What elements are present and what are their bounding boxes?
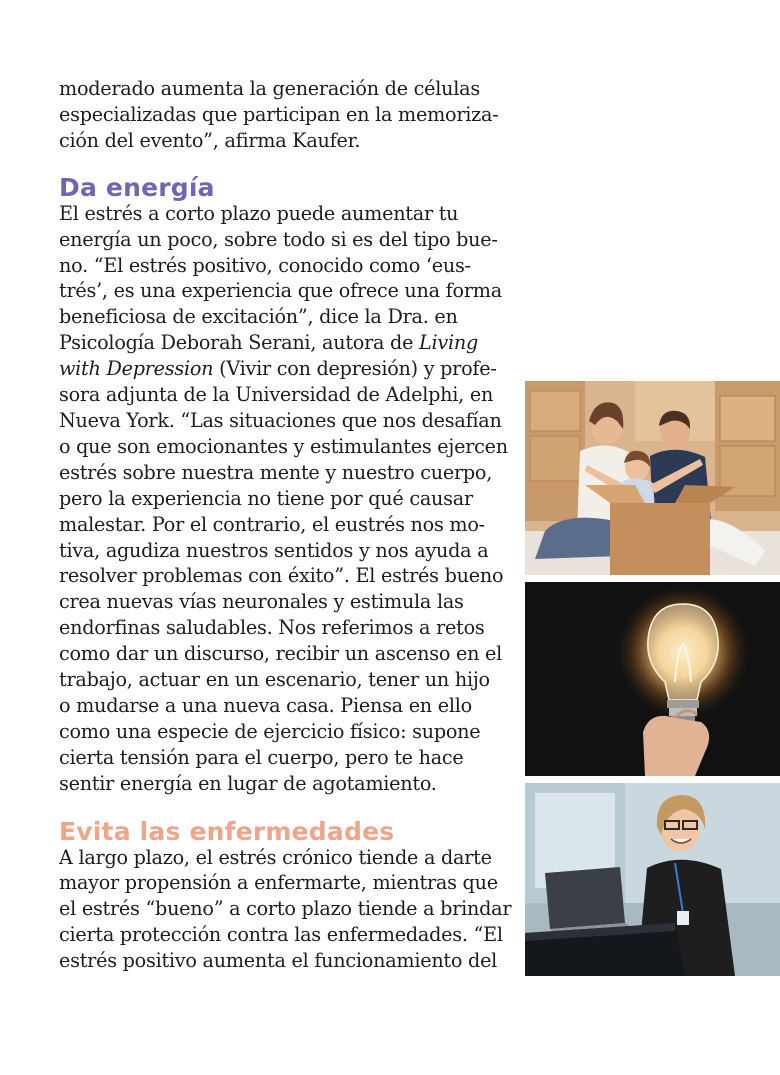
text-line: mayor propensión a enfermarte, mientras que [59, 871, 498, 895]
text-line: beneficiosa de excitación”, dice la Dra. en [59, 305, 458, 329]
text-line: resolver problemas con éxito”. El estrés bueno [59, 564, 504, 588]
text-line: estrés positivo aumenta el funcionamiento del [59, 949, 498, 973]
text-line: cierta protección contra las enfermedades. “El [59, 923, 503, 947]
text-line: como dar un discurso, recibir un ascenso en el [59, 642, 503, 666]
text-line: Nueva York. “Las situaciones que nos desafían [59, 408, 502, 432]
photo-family-moving [525, 381, 780, 575]
photo-lightbulb [525, 582, 780, 776]
family-photo-illustration [525, 381, 780, 575]
photo-speaker-podium [525, 783, 780, 976]
text-line: cierta tensión para el cuerpo, pero te hace [59, 745, 464, 769]
text-line: pero la experiencia no tiene por qué causar [59, 486, 473, 510]
text-line: no. “El estrés positivo, conocido como ‘eus- [59, 253, 471, 277]
text-fragment: (Vivir con depresión) y profe- [213, 357, 497, 381]
text-line: ción del evento”, afirma Kaufer. [59, 128, 361, 152]
text-line: estrés sobre nuestra mente y nuestro cuerpo, [59, 460, 493, 484]
text-line [59, 356, 501, 382]
text-line [59, 330, 501, 356]
text-line: especializadas que participan en la memoriza- [59, 102, 499, 126]
text-line: o mudarse a una nueva casa. Piensa en ello [59, 693, 472, 717]
section-heading-energy: Da energía [59, 172, 215, 202]
text-line: A largo plazo, el estrés crónico tiende a darte [59, 845, 492, 869]
text-line: energía un poco, sobre todo si es del tipo bue- [59, 227, 498, 251]
text-line: como una especie de ejercicio físico: supone [59, 719, 481, 743]
energy-paragraph [59, 201, 508, 797]
text-line: El estrés a corto plazo puede aumentar tu [59, 201, 459, 225]
section-heading-illness: Evita las enfermedades [59, 816, 395, 846]
illness-paragraph [59, 845, 512, 975]
speaker-photo-illustration [525, 783, 780, 976]
text-fragment: Psicología Deborah Serani, autora de [59, 331, 420, 355]
intro-paragraph [59, 76, 501, 154]
text-line: endorfinas saludables. Nos referimos a retos [59, 616, 485, 640]
article-column [59, 76, 512, 974]
text-line: el estrés “bueno” a corto plazo tiende a brindar [59, 897, 512, 921]
text-line: moderado aumenta la generación de células [59, 77, 480, 100]
text-line: sentir energía en lugar de agotamiento. [59, 771, 437, 795]
book-title: Living [419, 331, 479, 355]
text-line: tiva, agudiza nuestros sentidos y nos ayuda a [59, 538, 489, 562]
book-title: with Depression [59, 357, 214, 381]
text-line: malestar. Por el contrario, el eustrés nos mo- [59, 512, 485, 536]
text-line: o que son emocionantes y estimulantes ejercen [59, 434, 508, 458]
text-line: crea nuevas vías neuronales y estimula las [59, 590, 464, 614]
lightbulb-icon [525, 582, 780, 776]
text-line: trabajo, actuar en un escenario, tener un hijo [59, 668, 490, 692]
text-line: trés’, es una experiencia que ofrece una forma [59, 279, 502, 303]
text-line: sora adjunta de la Universidad de Adelphi, en [59, 383, 494, 407]
